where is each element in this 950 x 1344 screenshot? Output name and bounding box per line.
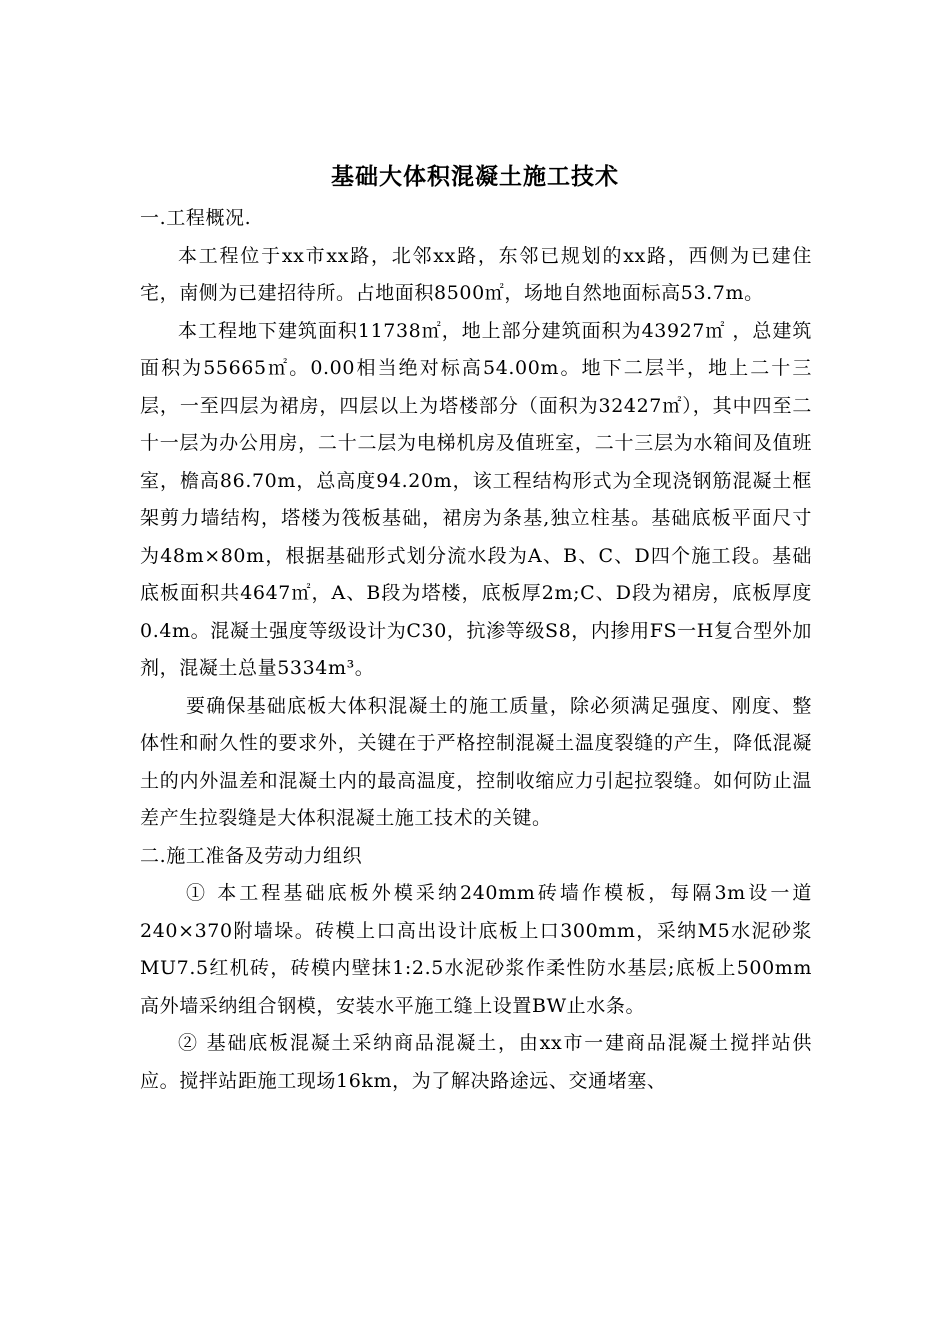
document-body: [140, 200, 812, 1100]
paragraph-building-specs: 本工程地下建筑面积11738㎡，地上部分建筑面积为43927㎡ ，总建筑面积为55665㎡。0.00相当绝对标高54.00m。地下二层半，地上二十三层，一至四层为裙房，四层以上为塔楼部分（面积为32427㎡），其中四至二十一层为办公用房，二十二层为电梯机房及值班室，二十三层为水箱间及值班室，檐高86.70m，总高度94.20m，该工程结构形式为全现浇钢筋混凝土框架剪力墙结构，塔楼为筏板基础，裙房为条基,独立柱基。基础底板平面尺寸为48m×80m，根据基础形式划分流水段为A、B、C、D四个施工段。基础底板面积共4647㎡，A、B段为塔楼，底板厚2m;C、D段为裙房，底板厚度0.4m。混凝土强度等级设计为C30，抗渗等级S8，内掺用FS一H复合型外加剂，混凝土总量5334m³。: [140, 319, 812, 679]
section-heading-preparation: 二.施工准备及劳动力组织: [140, 844, 363, 867]
section-heading-overview: 一.工程概况.: [140, 207, 252, 229]
paragraph-quality-requirements: 要确保基础底板大体积混凝土的施工质量，除必须满足强度、刚度、整体性和耐久性的要求外，关键在于严格控制混凝土温度裂缝的产生，降低混凝土的内外温差和混凝土内的最高温度，控制收缩应力引起拉裂缝。如何防止温差产生拉裂缝是大体积混凝土施工技术的关键。: [140, 694, 812, 829]
document-title: 基础大体积混凝土施工技术: [331, 163, 619, 190]
list-item-formwork: ① 本工程基础底板外模采纳240mm砖墙作模板，每隔3m设一道240×370附墙垛。砖模上口高出设计底板上口300mm，采纳M5水泥砂浆MU7.5红机砖，砖模内壁抹1:2.5水泥砂浆作柔性防水基层;底板上500mm高外墙采纳组合钢模，安装水平施工缝上设置BW止水条。: [140, 882, 812, 1017]
list-item-concrete-supply: ② 基础底板混凝土采纳商品混凝土，由xx市一建商品混凝土搅拌站供应。搅拌站距施工现场16km，为了解决路途远、交通堵塞、: [140, 1032, 812, 1092]
paragraph-location: 本工程位于xx市xx路，北邻xx路，东邻已规划的xx路，西侧为已建住宅，南侧为已建招待所。占地面积8500㎡，场地自然地面标高53.7m。: [140, 244, 812, 304]
